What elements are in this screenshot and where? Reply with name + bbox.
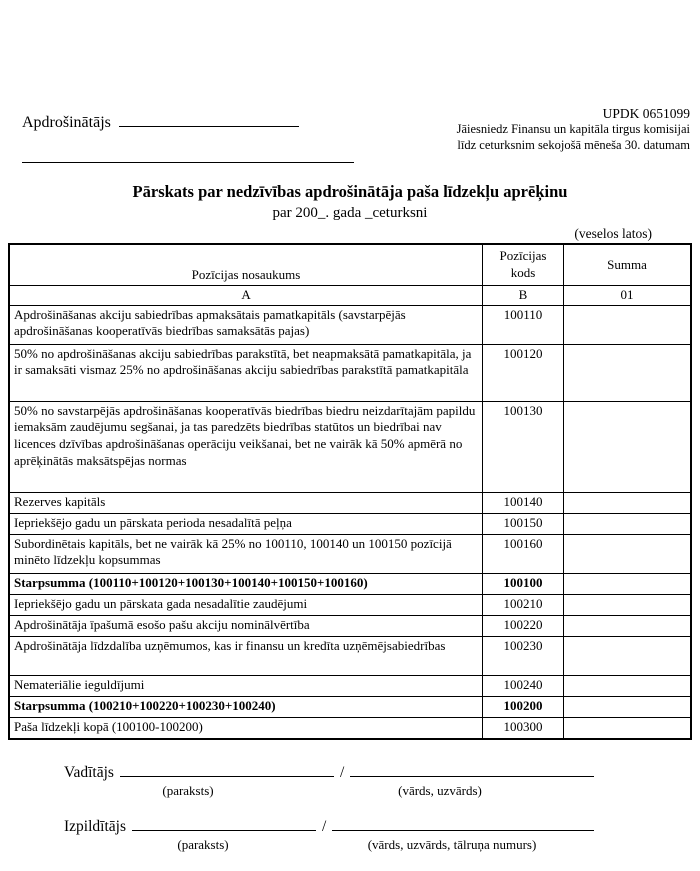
sum-cell [563,675,691,696]
executor-label: Izpildītājs [64,818,126,835]
table-row [9,636,691,675]
table-letters-row [9,286,691,306]
positions-table [8,243,692,740]
notice-block [457,106,690,153]
insurer-fill-line-2 [22,148,354,163]
position-code: 100210 [483,594,564,615]
position-code: 100230 [483,636,564,675]
submission-notice-line-1: Jāiesniedz Finansu un kapitāla tirgus komisijai [456,122,690,136]
position-code: 100110 [483,305,564,344]
table-row-subtotal [9,696,691,717]
insurer-fill-line-1 [119,112,299,127]
position-name: Iepriekšējo gadu un pārskata gada nesadalītie zaudējumi [9,594,483,615]
insurer-label: Apdrošinātājs [22,114,111,131]
table-row [9,675,691,696]
position-name: Rezerves kapitāls [9,492,483,513]
executor-signature-row [64,816,594,836]
table-header-row [9,244,691,286]
table-row [9,305,691,344]
form-code: UPDK 0651099 [602,106,690,121]
executor-name-caption: (vārds, uzvārds, tālruņa numurs) [367,837,537,852]
manager-name-caption: (vārds, uzvārds) [398,783,482,798]
executor-signature-caption: (paraksts) [177,837,229,852]
position-name: Apdrošinātāja īpašumā esošo pašu akciju nominālvērtība [9,615,483,636]
slash-separator: / [322,818,327,835]
position-code: 100120 [483,344,564,401]
sum-cell [563,717,691,739]
position-code: 100130 [483,401,564,492]
sum-cell [563,594,691,615]
table-row [9,615,691,636]
column-header-code: Pozīcijas kods [483,244,564,286]
position-name: Iepriekšējo gadu un pārskata perioda nesadalītā peļņa [9,513,483,534]
sum-cell [563,696,691,717]
column-header-name: Pozīcijas nosaukums [9,244,483,286]
position-code: 100160 [483,534,564,573]
position-code: 100150 [483,513,564,534]
position-name: Apdrošinātāja līdzdalība uzņēmumos, kas ir finansu un kredīta uzņēmējsabiedrības [9,636,483,675]
sum-cell [563,636,691,675]
column-letter-01: 01 [563,286,691,306]
document-subtitle: par 200_. gada _ceturksni [272,205,428,221]
sum-cell [563,492,691,513]
column-letter-a: A [9,286,483,306]
position-name: Nemateriālie ieguldījumi [9,675,483,696]
position-name: Starpsumma (100110+100120+100130+100140+100150+100160) [9,573,483,594]
column-letter-b: B [483,286,564,306]
position-code: 100200 [483,696,564,717]
sum-cell [563,573,691,594]
position-name: 50% no savstarpējās apdrošināšanas kooperatīvās biedrības biedru neizdarītajām papildu iemaksām zaudējumu segšanai, ja tas paredzēts biedrības statūtos un biedrībai nav licences dzīvības apdrošināšanas operāciju veikšanai, bet ne vairāk kā 50% apmērā no aprēķinātās maksātspējas normas [9,401,483,492]
table-row [9,344,691,401]
sum-cell [563,401,691,492]
table-row-total [9,717,691,739]
column-header-sum: Summa [563,244,691,286]
slash-separator: / [339,764,345,781]
table-row [9,492,691,513]
table-row [9,401,691,492]
position-code: 100300 [483,717,564,739]
document-title: Pārskats par nedzīvības apdrošinātāja paša līdzekļu aprēķinu [132,182,568,201]
table-row-subtotal [9,573,691,594]
position-code: 100100 [483,573,564,594]
manager-signature-row [64,762,594,782]
position-name: Starpsumma (100210+100220+100230+100240) [9,696,483,717]
manager-name-line [350,762,594,777]
position-code: 100140 [483,492,564,513]
sum-cell [563,344,691,401]
units-note: (veselos latos) [574,226,652,241]
sum-cell [563,534,691,573]
sum-cell [563,615,691,636]
sum-cell [563,305,691,344]
position-code: 100220 [483,615,564,636]
position-name: Paša līdzekļi kopā (100100-100200) [9,717,483,739]
position-name: Subordinētais kapitāls, bet ne vairāk kā 25% no 100110, 100140 un 100150 pozīcijā minēto līdzekļu kopsummas [9,534,483,573]
insurer-block [22,112,354,168]
manager-signature-caption: (paraksts) [162,783,214,798]
manager-signature-line [120,762,334,777]
manager-label: Vadītājs [64,764,114,781]
position-name: Apdrošināšanas akciju sabiedrības apmaksātais pamatkapitāls (savstarpējās apdrošināšanas kooperatīvās biedrības samaksātās pajas) [9,305,483,344]
table-row [9,594,691,615]
table-row [9,513,691,534]
position-code: 100240 [483,675,564,696]
executor-name-line [332,816,594,831]
submission-notice-line-2: līdz ceturksnim sekojošā mēneša 30. datumam [457,137,690,152]
executor-signature-line [132,816,316,831]
position-name: 50% no apdrošināšanas akciju sabiedrības parakstītā, bet neapmaksātā pamatkapitāla, ja ir samaksāti vismaz 25% no apdrošināšanas akciju sabiedrības parakstītā pamatkapitāla [9,344,483,401]
table-row [9,534,691,573]
sum-cell [563,513,691,534]
